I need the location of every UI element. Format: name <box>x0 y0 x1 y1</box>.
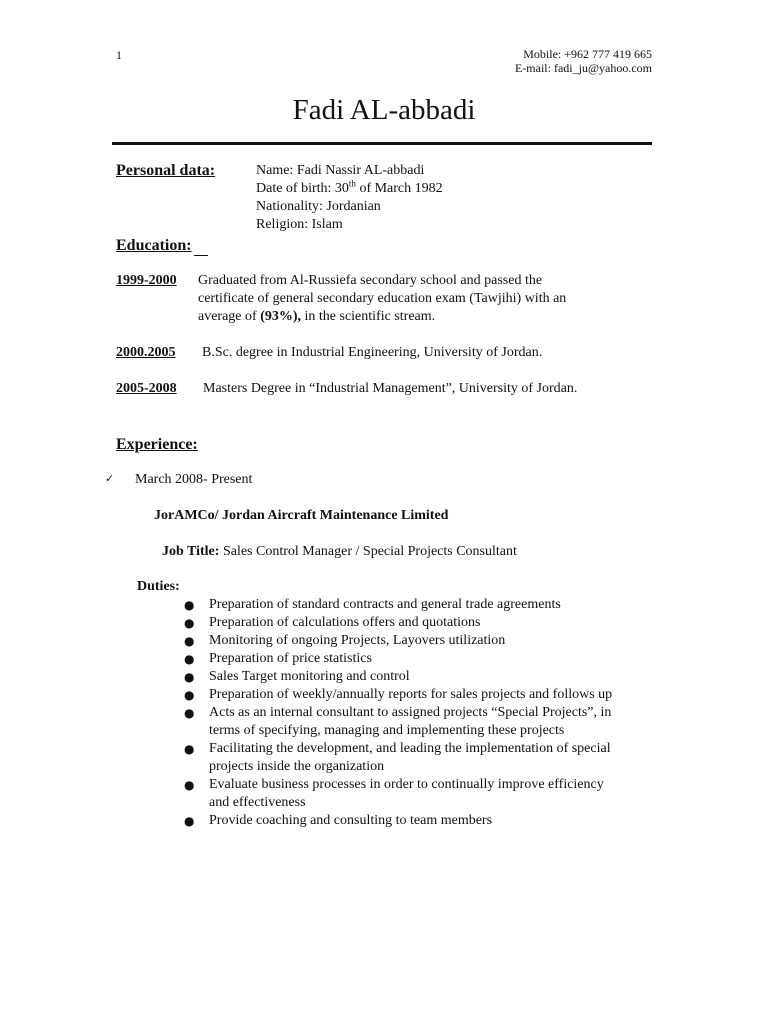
duty-text: Preparation of calculations offers and quotations <box>209 615 481 630</box>
bullet-icon: ● <box>184 706 195 720</box>
page-number: 1 <box>116 48 122 62</box>
duties-list <box>184 596 624 830</box>
mobile-number: Mobile: +962 777 419 665 <box>523 47 652 61</box>
education-description-1 <box>198 272 618 326</box>
dob-superscript: th <box>348 178 356 189</box>
heading-underline-extension <box>194 241 208 256</box>
duty-text: Evaluate business processes in order to continually improve efficiency and effectiveness <box>209 777 604 810</box>
education-years-3: 2005-2008 <box>116 381 177 396</box>
education-text: in the scientific stream. <box>301 309 436 324</box>
bullet-icon: ● <box>184 742 195 756</box>
education-line <box>198 308 618 326</box>
duties-label: Duties: <box>137 579 180 594</box>
personal-name: Name: Fadi Nassir AL-abbadi <box>256 163 425 178</box>
list-item <box>184 632 624 650</box>
education-line: Graduated from Al-Russiefa secondary school and passed the <box>198 273 543 288</box>
email-address: E-mail: fadi_ju@yahoo.com <box>514 61 652 75</box>
education-average: (93%), <box>260 309 302 324</box>
list-item <box>184 740 624 776</box>
experience-heading: Experience: <box>116 436 198 453</box>
personal-nationality: Nationality: Jordanian <box>256 199 381 214</box>
bullet-icon: ● <box>184 598 195 612</box>
list-item <box>184 596 624 614</box>
page-title: Fadi AL-abbadi <box>292 94 476 126</box>
experience-period: March 2008- Present <box>135 472 253 487</box>
education-heading-text: Education: <box>116 237 192 254</box>
personal-religion: Religion: Islam <box>256 217 343 232</box>
list-item <box>184 812 624 830</box>
check-icon: ✓ <box>105 472 115 485</box>
duty-text: Acts as an internal consultant to assigned projects “Special Projects”, in terms of specifying, managing and implementing these projects <box>209 705 612 738</box>
education-years-2: 2000.2005 <box>116 345 176 360</box>
bullet-icon: ● <box>184 616 195 630</box>
bullet-icon: ● <box>184 652 195 666</box>
education-heading <box>116 236 208 256</box>
bullet-icon: ● <box>184 688 195 702</box>
bullet-icon: ● <box>184 778 195 792</box>
duty-text: Preparation of standard contracts and general trade agreements <box>209 597 561 612</box>
job-title-label: Job Title: <box>162 544 220 559</box>
list-item <box>184 704 624 740</box>
duty-text: Provide coaching and consulting to team members <box>209 813 493 828</box>
personal-data-list <box>256 162 443 234</box>
education-text: average of <box>198 309 261 324</box>
experience-job-title <box>162 543 517 561</box>
education-description-3: Masters Degree in “Industrial Management”, University of Jordan. <box>203 381 578 396</box>
list-item <box>184 686 624 704</box>
duty-text: Sales Target monitoring and control <box>209 669 410 684</box>
bullet-icon: ● <box>184 814 195 828</box>
duty-text: Monitoring of ongoing Projects, Layovers utilization <box>209 633 506 648</box>
personal-dob <box>256 180 443 198</box>
list-item <box>184 776 624 812</box>
education-years-1: 1999-2000 <box>116 273 177 288</box>
dob-suffix: of March 1982 <box>355 181 443 196</box>
duty-text: Facilitating the development, and leading the implementation of special projects inside the organization <box>209 741 611 774</box>
bullet-icon: ● <box>184 670 195 684</box>
list-item <box>184 614 624 632</box>
experience-company: JorAMCo/ Jordan Aircraft Maintenance Limited <box>154 508 449 523</box>
duty-text: Preparation of weekly/annually reports for sales projects and follows up <box>209 687 613 702</box>
duty-text: Preparation of price statistics <box>209 651 372 666</box>
list-item <box>184 650 624 668</box>
job-title-value: Sales Control Manager / Special Projects Consultant <box>219 544 517 559</box>
contact-info <box>515 47 652 75</box>
list-item <box>184 668 624 686</box>
education-description-2: B.Sc. degree in Industrial Engineering, University of Jordan. <box>202 345 543 360</box>
education-line: certificate of general secondary education exam (Tawjihi) with an <box>198 291 567 306</box>
bullet-icon: ● <box>184 634 195 648</box>
personal-data-heading: Personal data: <box>116 162 216 179</box>
title-divider <box>112 142 652 145</box>
dob-prefix: Date of birth: 30 <box>256 181 349 196</box>
